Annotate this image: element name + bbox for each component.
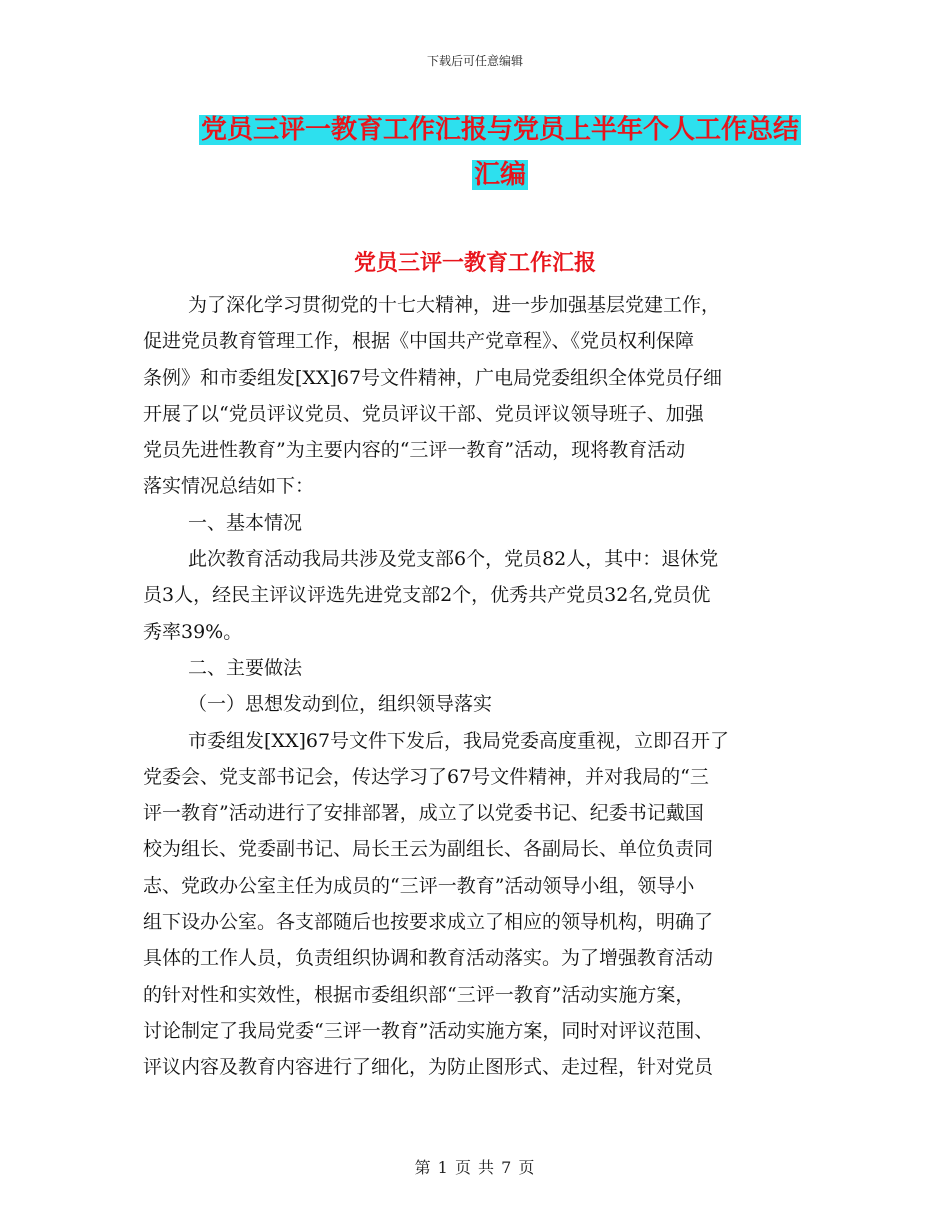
- body-line: 条例》和市委组发[XX]67号文件精神，广电局党委组织全体党员仔细: [143, 366, 723, 389]
- body-line: 党委会、党支部书记会，传达学习了67号文件精神，并对我局的“三: [143, 765, 709, 788]
- body-line: 落实情况总结如下：: [143, 475, 315, 498]
- document-title-line2: [150, 153, 850, 197]
- body-line: 二、主要做法: [188, 656, 303, 679]
- body-line: 评一教育”活动进行了安排部署，成立了以党委书记、纪委书记戴国: [143, 802, 704, 825]
- body-line: 市委组发[XX]67号文件下发后，我局党委高度重视，立即召开了: [188, 729, 730, 752]
- body-line: 的针对性和实效性，根据市委组织部“三评一教育”活动实施方案，: [143, 983, 695, 1006]
- body-line: 促进党员教育管理工作，根据《中国共产党章程》、《党员权利保障: [143, 330, 695, 353]
- body-line: 组下设办公室。各支部随后也按要求成立了相应的领导机构，明确了: [143, 911, 714, 934]
- body-line: 员3人，经民主评议评选先进党支部2个，优秀共产党员32名,党员优: [143, 584, 711, 607]
- body-line: 开展了以“党员评议党员、党员评议干部、党员评议领导班子、加强: [143, 402, 704, 425]
- page-footer: 第 1 页 共 7 页: [414, 1158, 536, 1177]
- body-line: 一、基本情况: [188, 511, 303, 534]
- body-line: 校为组长、党委副书记、局长王云为副组长、各副局长、单位负责同: [143, 838, 714, 861]
- body-line: 评议内容及教育内容进行了细化，为防止图形式、走过程，针对党员: [143, 1056, 714, 1079]
- title-text-2: 汇编: [473, 160, 526, 190]
- body-line: 此次教育活动我局共涉及党支部6个，党员82人，其中：退休党: [188, 548, 719, 571]
- title-text-1: 党员三评一教育工作汇报与党员上半年个人工作总结: [200, 115, 799, 145]
- body-line: 志、党政办公室主任为成员的“三评一教育”活动领导小组，领导小: [143, 874, 695, 897]
- header-note: 下载后可任意编辑: [426, 54, 523, 68]
- document-body: [143, 287, 807, 1086]
- body-line: 党员先进性教育”为主要内容的“三评一教育”活动，现将教育活动: [143, 439, 686, 462]
- body-line: 为了深化学习贯彻党的十七大精神，进一步加强基层党建工作，: [188, 294, 721, 316]
- section-title: 党员三评一教育工作汇报: [353, 251, 596, 276]
- document-title-line1: [150, 108, 850, 152]
- body-line: 秀率39%。: [143, 620, 243, 643]
- body-line: 讨论制定了我局党委“三评一教育”活动实施方案，同时对评议范围、: [143, 1019, 714, 1042]
- body-line: （一）思想发动到位，组织领导落实: [188, 693, 493, 716]
- body-line: 具体的工作人员，负责组织协调和教育活动落实。为了增强教育活动: [143, 947, 714, 970]
